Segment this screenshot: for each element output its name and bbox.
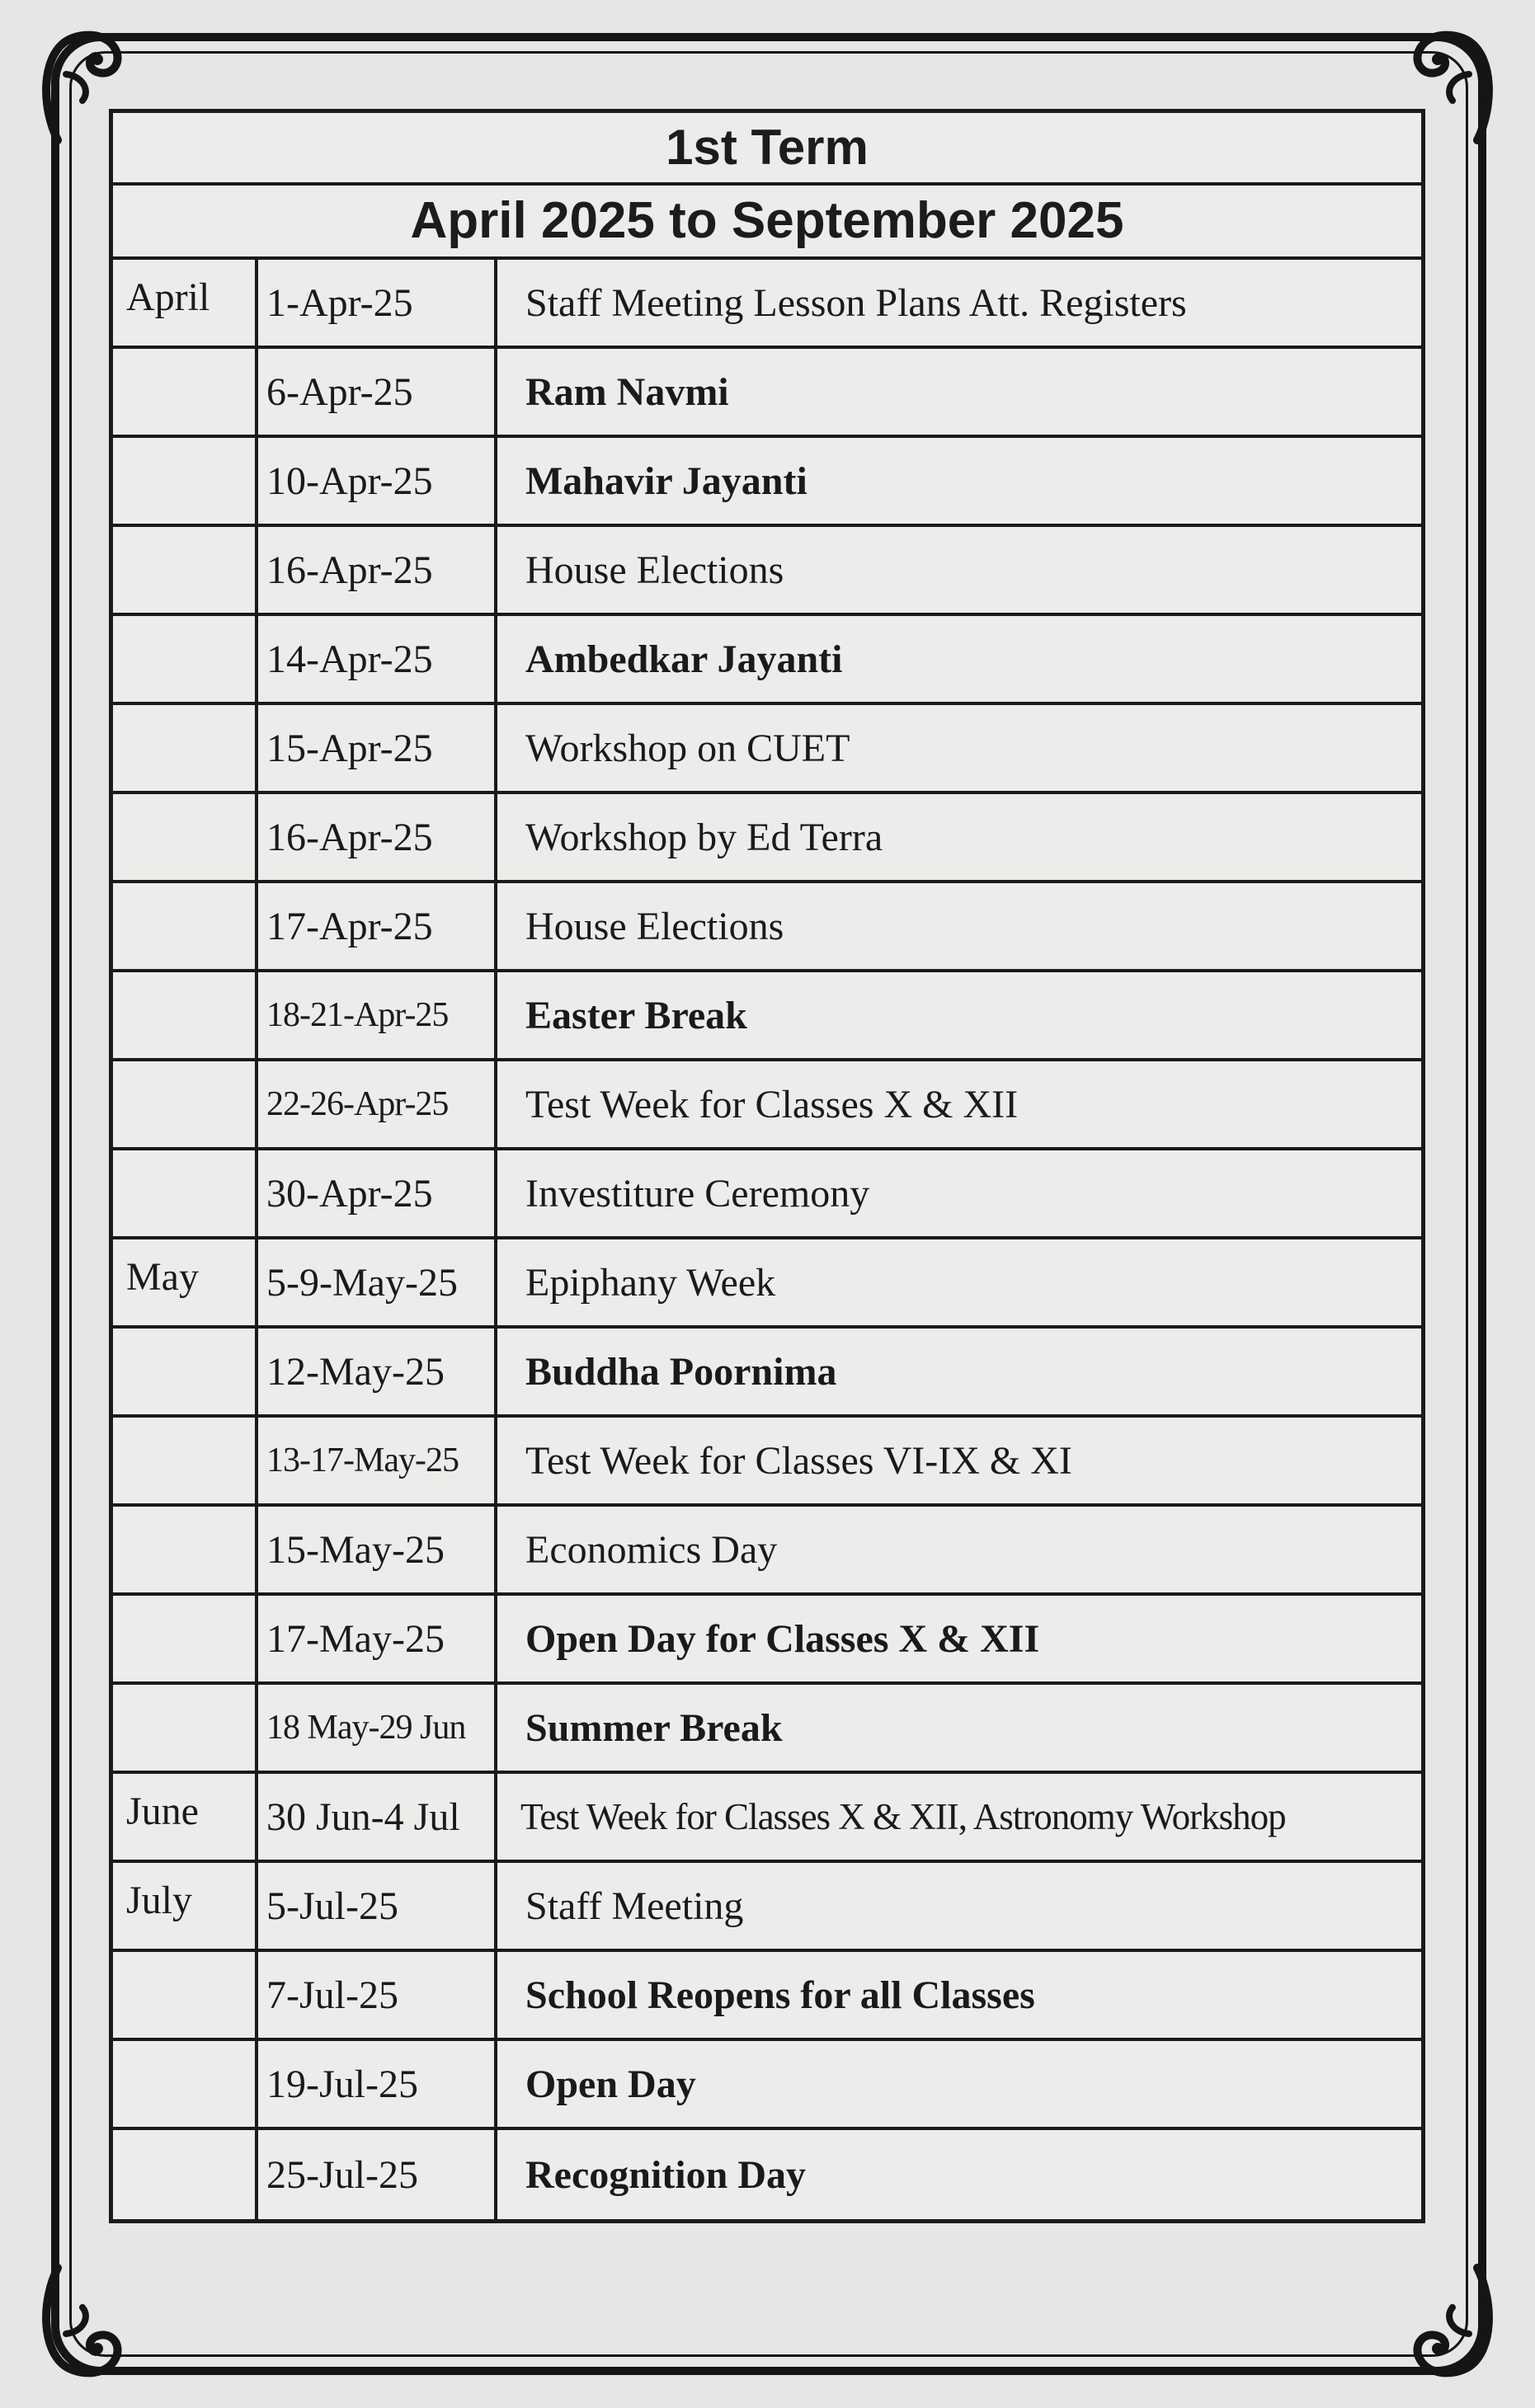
month-cell: [113, 705, 258, 791]
table-row: [113, 1952, 1421, 2041]
table-row: [113, 705, 1421, 794]
date-cell: 25-Jul-25: [258, 2130, 497, 2219]
corner-flourish-icon: [1378, 2260, 1502, 2383]
event-cell: Investiture Ceremony: [525, 1171, 870, 1216]
month-cell: [113, 1061, 258, 1147]
term-period: April 2025 to September 2025: [113, 186, 1421, 260]
table-row: [113, 1239, 1421, 1329]
event-cell: Ambedkar Jayanti: [525, 637, 843, 681]
date-cell: 18 May-29 Jun: [258, 1685, 497, 1771]
table-row: [113, 1061, 1421, 1150]
month-cell: [113, 794, 258, 880]
event-cell: House Elections: [525, 548, 784, 592]
table-row: [113, 527, 1421, 616]
month-cell: [113, 2130, 258, 2219]
date-cell: 5-Jul-25: [258, 1863, 497, 1949]
event-cell: Staff Meeting Lesson Plans Att. Registers: [525, 280, 1187, 325]
month-cell: April: [113, 260, 258, 346]
date-cell: 10-Apr-25: [258, 438, 497, 524]
month-cell: [113, 1596, 258, 1681]
date-cell: 12-May-25: [258, 1329, 497, 1414]
table-row: [113, 1774, 1421, 1863]
event-cell: Easter Break: [525, 993, 747, 1037]
event-cell: Test Week for Classes VI-IX & XI: [525, 1438, 1072, 1483]
table-row: [113, 2130, 1421, 2219]
month-cell: [113, 1329, 258, 1414]
month-cell: June: [113, 1774, 258, 1860]
table-row: [113, 1507, 1421, 1596]
date-cell: 1-Apr-25: [258, 260, 497, 346]
date-cell: 6-Apr-25: [258, 349, 497, 435]
event-cell: Mahavir Jayanti: [525, 459, 808, 503]
month-cell: July: [113, 1863, 258, 1949]
date-cell: 5-9-May-25: [258, 1239, 497, 1325]
date-cell: 15-May-25: [258, 1507, 497, 1592]
date-cell: 22-26-Apr-25: [258, 1061, 497, 1147]
term-title: 1st Term: [113, 113, 1421, 186]
date-cell: 14-Apr-25: [258, 616, 497, 702]
table-row: [113, 1329, 1421, 1418]
table-row: [113, 2041, 1421, 2130]
event-cell: School Reopens for all Classes: [525, 1973, 1035, 2017]
event-cell: Workshop on CUET: [525, 726, 850, 770]
event-cell: Staff Meeting: [525, 1884, 744, 1928]
month-cell: [113, 1418, 258, 1503]
corner-flourish-icon: [33, 2260, 157, 2383]
month-cell: [113, 527, 258, 613]
month-cell: [113, 972, 258, 1058]
event-cell: Open Day: [525, 2062, 696, 2106]
date-cell: 19-Jul-25: [258, 2041, 497, 2127]
date-cell: 30 Jun-4 Jul: [258, 1774, 497, 1860]
table-row: [113, 438, 1421, 527]
event-cell: Recognition Day: [525, 2152, 806, 2197]
date-cell: 16-Apr-25: [258, 527, 497, 613]
month-cell: [113, 438, 258, 524]
table-row: [113, 794, 1421, 883]
table-row: [113, 260, 1421, 349]
date-cell: 16-Apr-25: [258, 794, 497, 880]
month-cell: [113, 349, 258, 435]
event-cell: Ram Navmi: [525, 369, 729, 414]
month-cell: [113, 1685, 258, 1771]
date-cell: 30-Apr-25: [258, 1150, 497, 1236]
month-cell: [113, 1150, 258, 1236]
event-cell: Buddha Poornima: [525, 1349, 837, 1394]
table-row: [113, 883, 1421, 972]
date-cell: 7-Jul-25: [258, 1952, 497, 2038]
table-row: [113, 616, 1421, 705]
date-cell: 13-17-May-25: [258, 1418, 497, 1503]
event-cell: Test Week for Classes X & XII, Astronomy Workshop: [520, 1796, 1286, 1837]
month-cell: [113, 1952, 258, 2038]
table-row: [113, 972, 1421, 1061]
date-cell: 17-Apr-25: [258, 883, 497, 969]
event-cell: House Elections: [525, 904, 784, 948]
event-cell: Summer Break: [525, 1705, 783, 1750]
month-cell: [113, 883, 258, 969]
event-cell: Test Week for Classes X & XII: [525, 1082, 1019, 1126]
event-cell: Economics Day: [525, 1527, 778, 1572]
month-cell: [113, 2041, 258, 2127]
date-cell: 17-May-25: [258, 1596, 497, 1681]
table-row: [113, 1418, 1421, 1507]
date-cell: 18-21-Apr-25: [258, 972, 497, 1058]
event-cell: Open Day for Classes X & XII: [525, 1616, 1040, 1661]
event-cell: Epiphany Week: [525, 1260, 776, 1305]
month-cell: [113, 616, 258, 702]
month-cell: [113, 1507, 258, 1592]
table-row: [113, 1863, 1421, 1952]
date-cell: 15-Apr-25: [258, 705, 497, 791]
table-row: [113, 349, 1421, 438]
table-row: [113, 1596, 1421, 1685]
month-cell: May: [113, 1239, 258, 1325]
event-cell: Workshop by Ed Terra: [525, 815, 883, 859]
table-row: [113, 1685, 1421, 1774]
term-calendar-table: [109, 109, 1425, 2223]
table-row: [113, 1150, 1421, 1239]
